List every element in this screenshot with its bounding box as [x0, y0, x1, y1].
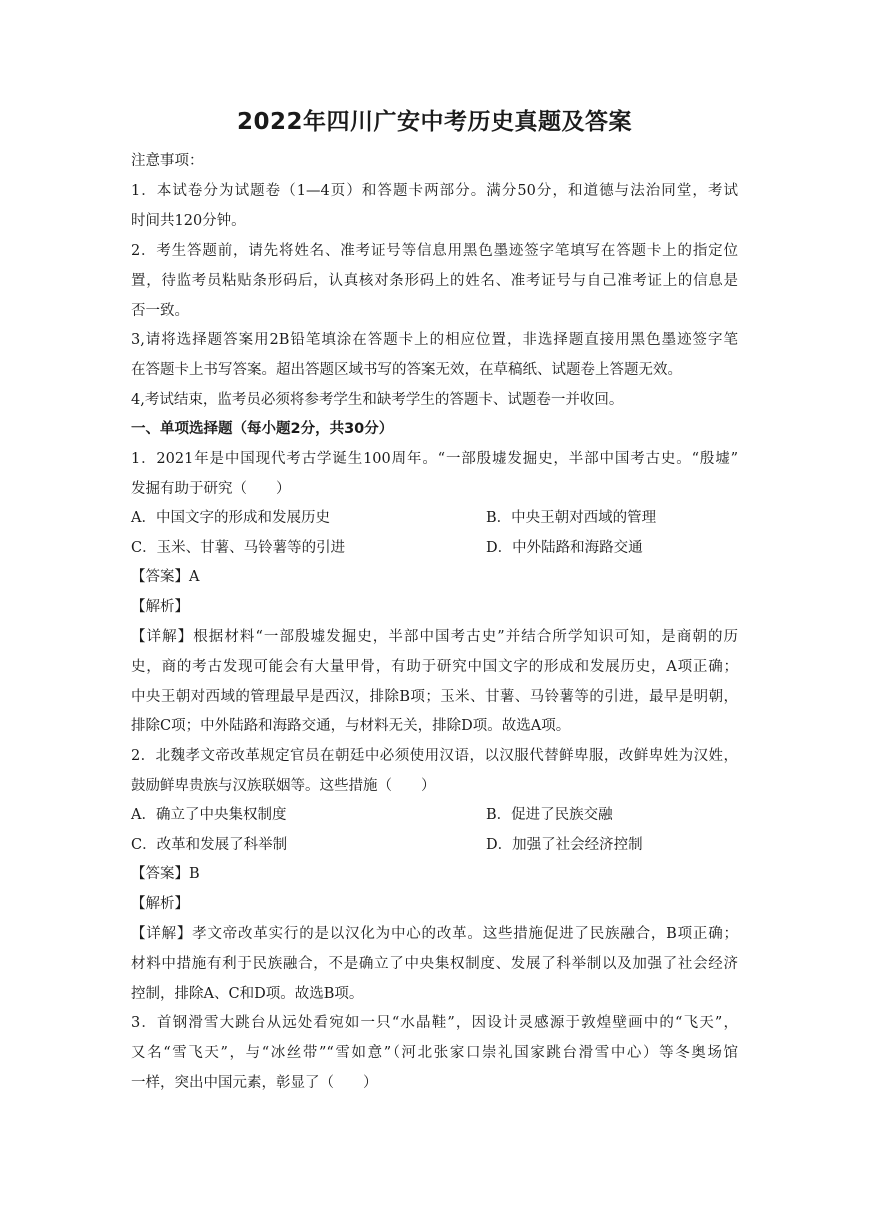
- notice-heading: 注意事项：: [131, 153, 204, 169]
- q1-detail-line-2: 史，商的考古发现可能会有大量甲骨，有助于研究中国文字的形成和发展历史，A项正确；: [131, 659, 738, 675]
- q2-option-a: A．确立了中央集权制度: [131, 807, 287, 823]
- notice-item-3-line-2: 在答题卡上书写答案。超出答题区域书写的答案无效，在草稿纸、试题卷上答题无效。: [131, 362, 682, 378]
- q1-stem-line-1: 1．2021年是中国现代考古学诞生100周年。“一部殷墟发掘史，半部中国考古史。“殷墟”: [131, 451, 738, 467]
- q1-detail-line-4: 排除C项；中外陆路和海路交通，与材料无关，排除D项。故选A项。: [131, 718, 571, 734]
- notice-item-2-line-1: 2．考生答题前，请先将姓名、准考证号等信息用黑色墨迹签字笔填写在答题卡上的指定位: [131, 243, 738, 259]
- section-heading-1: 一、单项选择题（每小题2分，共30分）: [131, 421, 394, 437]
- q2-stem-line-1: 2．北魏孝文帝改革规定官员在朝廷中必须使用汉语，以汉服代替鲜卑服，改鲜卑姓为汉姓，: [131, 748, 738, 764]
- q1-option-a: A．中国文字的形成和发展历史: [131, 510, 330, 526]
- q2-option-d: D．加强了社会经济控制: [486, 837, 643, 853]
- q1-analysis-label: 【解析】: [131, 599, 189, 615]
- q1-option-b: B．中央王朝对西域的管理: [486, 510, 657, 526]
- q1-answer: 【答案】A: [131, 569, 200, 585]
- q3-stem-line-2: 又名“雪飞天”，与“冰丝带”“雪如意”（河北张家口崇礼国家跳台滑雪中心）等冬奥场馆: [131, 1045, 738, 1061]
- notice-item-2-line-3: 否一致。: [131, 303, 189, 319]
- q2-detail-line-2: 材料中措施有利于民族融合，不是确立了中央集权制度、发展了科举制以及加强了社会经济: [131, 956, 738, 972]
- q3-stem-line-3: 一样，突出中国元素，彰显了（ ）: [131, 1075, 378, 1091]
- q2-stem-line-2: 鼓励鲜卑贵族与汉族联姻等。这些措施（ ）: [131, 778, 436, 794]
- q2-analysis-label: 【解析】: [131, 896, 189, 912]
- q2-detail-line-1: 【详解】孝文帝改革实行的是以汉化为中心的改革。这些措施促进了民族融合，B项正确；: [131, 926, 738, 942]
- notice-item-2-line-2: 置，待监考员粘贴条形码后，认真核对条形码上的姓名、准考证号与自己准考证上的信息是: [131, 273, 738, 289]
- q2-option-c: C．改革和发展了科举制: [131, 837, 288, 853]
- q1-option-d: D．中外陆路和海路交通: [486, 540, 643, 556]
- notice-item-1-line-1: 1．本试卷分为试题卷（1—4页）和答题卡两部分。满分50分，和道德与法治同堂，考试: [131, 183, 738, 199]
- notice-item-3-line-1: 3,请将选择题答案用2B铅笔填涂在答题卡上的相应位置，非选择题直接用黑色墨迹签字笔: [131, 332, 738, 348]
- q2-answer: 【答案】B: [131, 866, 200, 882]
- q1-detail-line-3: 中央王朝对西域的管理最早是西汉，排除B项；玉米、甘薯、马铃薯等的引进，最早是明朝，: [131, 689, 738, 705]
- q1-detail-line-1: 【详解】根据材料“一部殷墟发掘史，半部中国考古史”并结合所学知识可知，是商朝的历: [131, 629, 738, 645]
- q3-stem-line-1: 3．首钢滑雪大跳台从远处看宛如一只“水晶鞋”，因设计灵感源于敦煌壁画中的“飞天”，: [131, 1015, 738, 1031]
- notice-item-1-line-2: 时间共120分钟。: [131, 213, 246, 229]
- q2-detail-line-3: 控制，排除A、C和D项。故选B项。: [131, 986, 364, 1002]
- notice-item-4: 4,考试结束，监考员必须将参考学生和缺考学生的答题卡、试题卷一并收回。: [131, 392, 624, 408]
- q1-option-c: C．玉米、甘薯、马铃薯等的引进: [131, 540, 346, 556]
- q2-option-b: B．促进了民族交融: [486, 807, 613, 823]
- q1-stem-line-2: 发掘有助于研究（ ）: [131, 481, 291, 497]
- document-title: 2022年四川广安中考历史真题及答案: [236, 109, 632, 135]
